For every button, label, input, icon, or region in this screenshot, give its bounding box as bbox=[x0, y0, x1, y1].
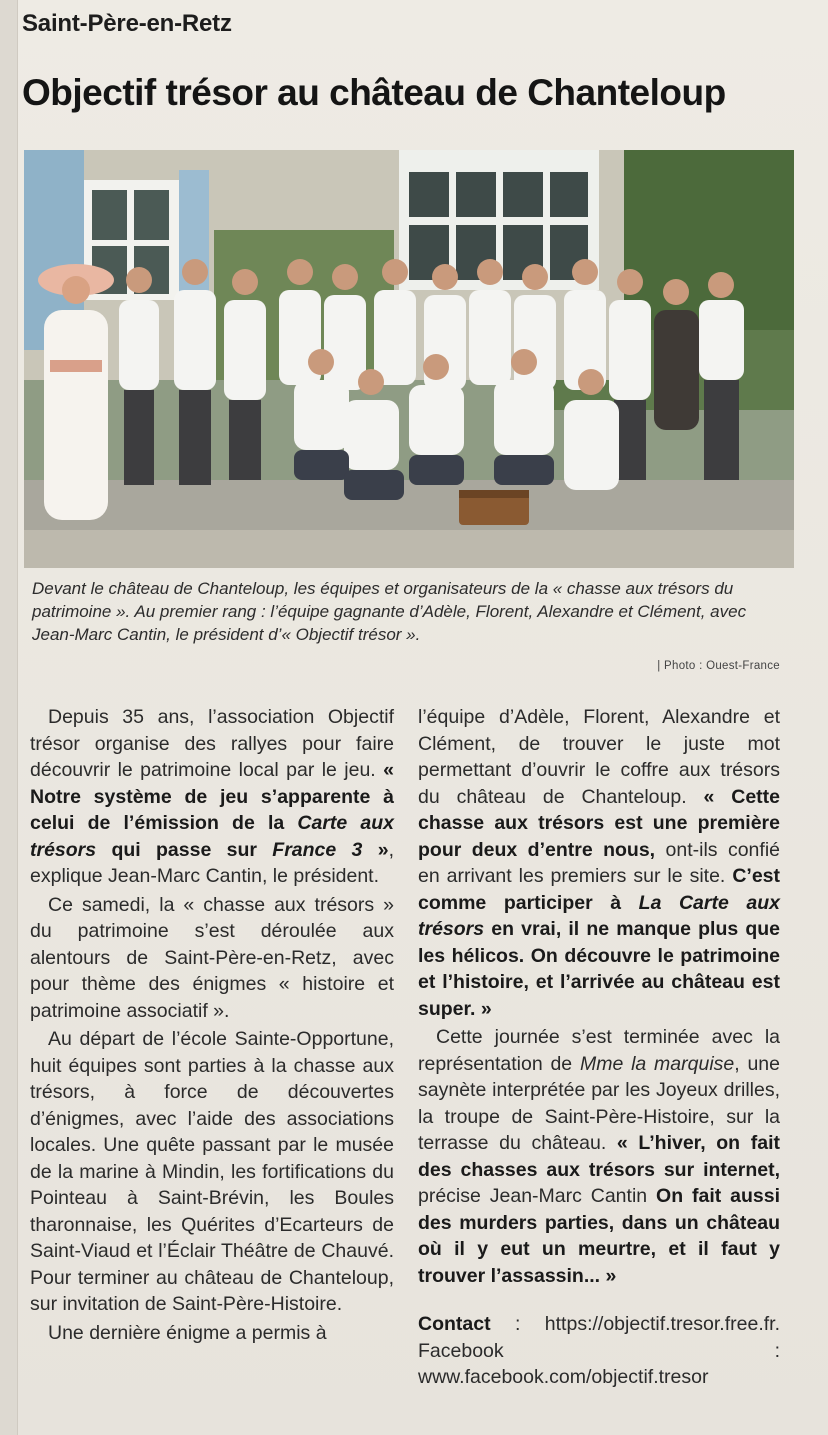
text-run: Cette journée s’est terminée avec la représentation de bbox=[418, 1026, 780, 1075]
text-run: précise Jean-Marc Cantin bbox=[418, 1185, 657, 1207]
article-headline: Objectif trésor au château de Chanteloup bbox=[22, 72, 726, 113]
article-column-right bbox=[418, 704, 780, 1393]
text-run: , explique Jean-Marc Cantin, le président. bbox=[30, 838, 394, 887]
title-run: Mme la marquise bbox=[579, 1052, 735, 1075]
contact-links: https://objectif.tresor.free.fr. Facebook : www.facebook.com/objectif.tresor bbox=[418, 1313, 780, 1388]
title-run: La Carte aux trésors bbox=[418, 891, 780, 940]
text-run: l’équipe d’Adèle, Florent, Alexandre et Clément, de trouver le juste mot permettant d’ouvrir le coffre aux trésors du château de Chanteloup. bbox=[418, 706, 780, 808]
contact-paragraph bbox=[418, 1311, 780, 1391]
title-run: France 3 bbox=[272, 838, 363, 861]
paragraph-6 bbox=[418, 1024, 780, 1289]
text-run: Depuis 35 ans, l’association Objectif trésor organise des rallyes pour faire découvrir le patrimoine local par le jeu. bbox=[30, 706, 394, 781]
quote-run: « L’hiver, on fait des chasses aux trésors sur internet, bbox=[418, 1132, 780, 1181]
paragraph-1 bbox=[30, 704, 394, 890]
quote-run: » bbox=[362, 838, 389, 861]
photo-caption: Devant le château de Chanteloup, les équipes et organisateurs de la « chasse aux trésors du patrimoine ». Au premier rang : l’équipe gagnante d’Adèle, Florent, Alexandre et Clément, avec Jean-Marc Cantin, le président d’« Objectif trésor ». bbox=[32, 579, 747, 644]
article-column-left bbox=[30, 704, 394, 1348]
photo-credit: | Photo : Ouest-France bbox=[657, 660, 780, 672]
paragraph-5 bbox=[418, 704, 780, 1022]
paragraph-2: Ce samedi, la « chasse aux trésors » du patrimoine s’est déroulée aux alentours de Saint-Père-en-Retz, avec pour thème des énigmes « histoire et patrimoine associatif ». bbox=[30, 893, 394, 1022]
article-photo bbox=[24, 150, 794, 568]
contact-label: Contact bbox=[418, 1313, 491, 1335]
quote-run: en vrai, il ne manque plus que les hélicos. On découvre le patrimoine et l’histoire, et l’arrivée au château est super. » bbox=[418, 918, 780, 1020]
text-run: ont-ils confié en arrivant les premiers sur le site. bbox=[418, 838, 780, 887]
contact-separator: : bbox=[490, 1313, 545, 1335]
paragraph-4: Une dernière énigme a permis à bbox=[48, 1321, 327, 1344]
group-photo-illustration bbox=[24, 150, 794, 568]
quote-run: On fait aussi des murders parties, dans un château où il y eut un meurtre, et il faut y trouver l’assassin... » bbox=[418, 1185, 781, 1287]
quote-run: qui passe sur bbox=[96, 838, 273, 861]
quote-run: « Cette chasse aux trésors est une première pour deux d’entre nous, bbox=[418, 785, 780, 861]
quote-run: C’est comme participer à bbox=[418, 865, 780, 914]
title-run: Carte aux trésors bbox=[30, 812, 395, 861]
paragraph-3: Au départ de l’école Sainte-Opportune, huit équipes sont parties à la chasse aux trésors, à force de découvertes d’énigmes, avec l’aide des associations locales. Une quête passant par le musée de la marine à Mindin, les fortifications du Pointeau à Saint-Brévin, les Boules tharonnaise, les Quérites d’Ecarteurs de Saint-Viaud et l’Éclair Théâtre de Chauvé. Pour terminer au château de Chanteloup, sur invitation de Saint-Père-Histoire. bbox=[30, 1028, 394, 1315]
text-run: , une saynète interprétée par les Joyeux drilles, la troupe de Saint-Père-Histoire, sur la terrasse du château. bbox=[418, 1052, 780, 1154]
locality-label: Saint-Père-en-Retz bbox=[22, 10, 232, 37]
adjacent-column-edge bbox=[0, 0, 18, 1435]
quote-run: « Notre système de jeu s’apparente à celui de l’émission de la bbox=[30, 759, 394, 834]
